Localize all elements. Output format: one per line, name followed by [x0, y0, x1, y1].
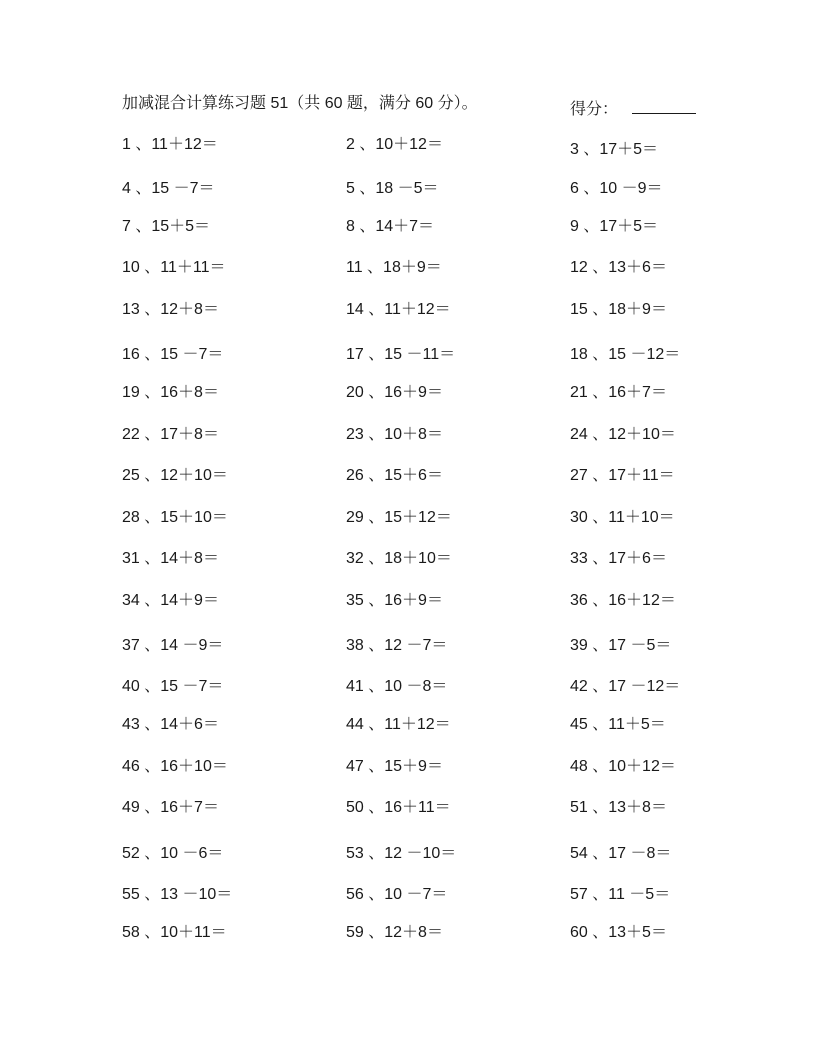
problem-60: 60 、13＋5＝: [570, 924, 667, 941]
problem-30: 30 、11＋10＝: [570, 509, 675, 526]
problem-42: 42 、17 －12＝: [570, 678, 681, 695]
problem-28: 28 、15＋10＝: [122, 509, 228, 526]
problem-40: 40 、15 －7＝: [122, 678, 224, 695]
problem-38: 38 、12 －7＝: [346, 637, 448, 654]
problem-51: 51 、13＋8＝: [570, 799, 667, 816]
problem-23: 23 、10＋8＝: [346, 426, 443, 443]
problem-22: 22 、17＋8＝: [122, 426, 219, 443]
problem-32: 32 、18＋10＝: [346, 550, 452, 567]
problem-34: 34 、14＋9＝: [122, 592, 219, 609]
problem-58: 58 、10＋11＝: [122, 924, 227, 941]
score-field: [570, 96, 696, 119]
problem-43: 43 、14＋6＝: [122, 716, 219, 733]
problem-53: 53 、12 －10＝: [346, 845, 457, 862]
problem-44: 44 、11＋12＝: [346, 716, 451, 733]
problem-13: 13 、12＋8＝: [122, 301, 219, 318]
problem-24: 24 、12＋10＝: [570, 426, 676, 443]
problem-9: 9 、17＋5＝: [570, 218, 659, 235]
problem-8: 8 、14＋7＝: [346, 218, 435, 235]
worksheet-title: 加减混合计算练习题 51（共 60 题，满分 60 分）。: [122, 95, 478, 112]
problem-29: 29 、15＋12＝: [346, 509, 452, 526]
problem-39: 39 、17 －5＝: [570, 637, 672, 654]
problem-33: 33 、17＋6＝: [570, 550, 667, 567]
problem-46: 46 、16＋10＝: [122, 758, 228, 775]
problem-54: 54 、17 －8＝: [570, 845, 672, 862]
problem-12: 12 、13＋6＝: [570, 259, 667, 276]
problem-45: 45 、11＋5＝: [570, 716, 666, 733]
problem-31: 31 、14＋8＝: [122, 550, 219, 567]
problem-55: 55 、13 －10＝: [122, 886, 233, 903]
problem-7: 7 、15＋5＝: [122, 218, 211, 235]
problem-21: 21 、16＋7＝: [570, 384, 667, 401]
score-blank-line[interactable]: [632, 99, 696, 114]
problem-16: 16 、15 －7＝: [122, 346, 224, 363]
problem-11: 11 、18＋9＝: [346, 259, 442, 276]
problem-57: 57 、11 －5＝: [570, 886, 671, 903]
problem-10: 10 、11＋11＝: [122, 259, 226, 276]
problem-27: 27 、17＋11＝: [570, 467, 675, 484]
problem-20: 20 、16＋9＝: [346, 384, 443, 401]
problem-49: 49 、16＋7＝: [122, 799, 219, 816]
problem-36: 36 、16＋12＝: [570, 592, 676, 609]
problem-19: 19 、16＋8＝: [122, 384, 219, 401]
problem-3: 3 、17＋5＝: [570, 141, 659, 158]
problem-17: 17 、15 －11＝: [346, 346, 456, 363]
problem-47: 47 、15＋9＝: [346, 758, 443, 775]
problem-50: 50 、16＋11＝: [346, 799, 451, 816]
problem-41: 41 、10 －8＝: [346, 678, 448, 695]
problem-4: 4 、15 －7＝: [122, 180, 215, 197]
problem-15: 15 、18＋9＝: [570, 301, 667, 318]
problem-1: 1 、11＋12＝: [122, 136, 218, 153]
problem-52: 52 、10 －6＝: [122, 845, 224, 862]
problem-59: 59 、12＋8＝: [346, 924, 443, 941]
score-label: 得分：: [570, 101, 619, 118]
problem-5: 5 、18 －5＝: [346, 180, 439, 197]
problem-18: 18 、15 －12＝: [570, 346, 681, 363]
problem-14: 14 、11＋12＝: [346, 301, 451, 318]
problem-56: 56 、10 －7＝: [346, 886, 448, 903]
problem-2: 2 、10＋12＝: [346, 136, 443, 153]
problem-35: 35 、16＋9＝: [346, 592, 443, 609]
problem-6: 6 、10 －9＝: [570, 180, 663, 197]
problem-26: 26 、15＋6＝: [346, 467, 443, 484]
problem-48: 48 、10＋12＝: [570, 758, 676, 775]
problem-37: 37 、14 －9＝: [122, 637, 224, 654]
problem-25: 25 、12＋10＝: [122, 467, 228, 484]
